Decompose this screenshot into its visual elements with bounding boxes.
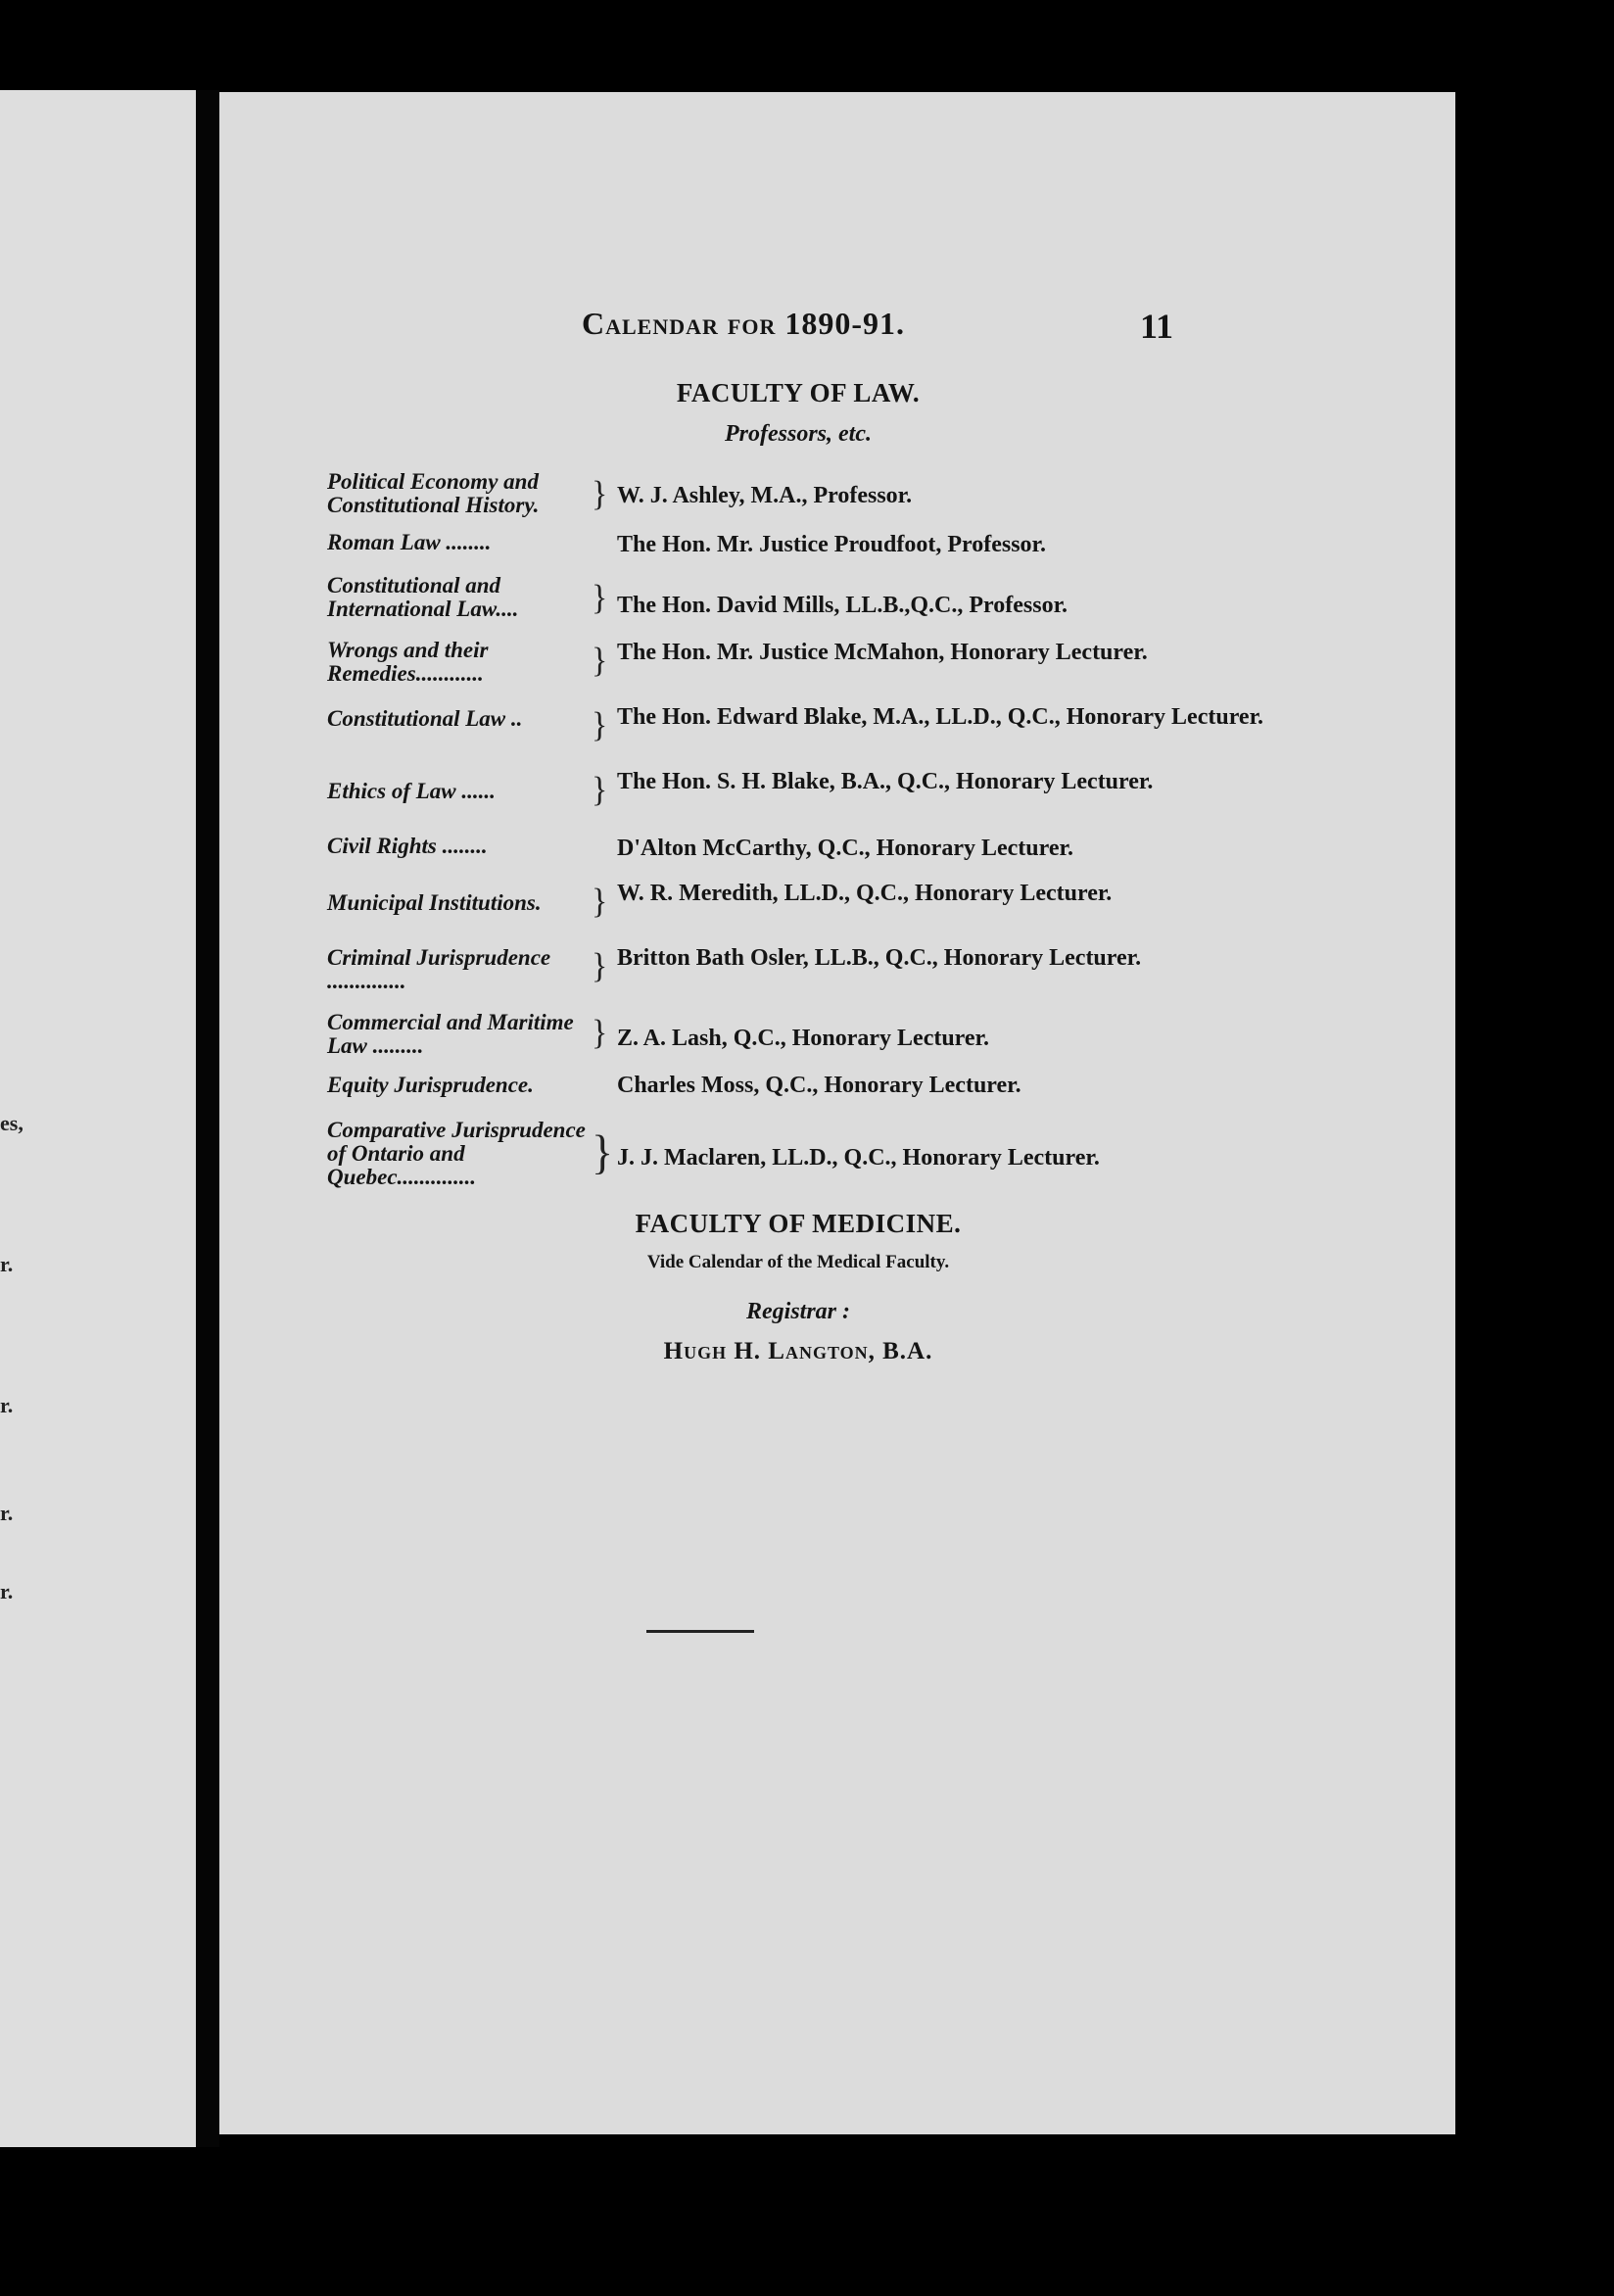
subject-name: Political Economy and Constitutional History.	[327, 469, 540, 517]
facing-page-fragment: r.	[0, 1579, 14, 1603]
facing-page	[0, 90, 196, 2147]
subject-name: Criminal Jurisprudence ..............	[327, 945, 551, 993]
subject-name: Constitutional Law ..	[327, 706, 523, 731]
person-name: The Hon. Mr. Justice Proudfoot, Professor.	[617, 532, 1046, 557]
registrar-name: Hugh H. Langton, B.A.	[663, 1338, 933, 1364]
person-name: D'Alton McCarthy, Q.C., Honorary Lecturer.	[617, 836, 1073, 861]
person-name: W. R. Meredith, LL.D., Q.C., Honorary Lecturer.	[617, 881, 1113, 906]
subject-name: Wrongs and their Remedies............	[327, 638, 489, 686]
subject-name: Commercial and Maritime Law .........	[327, 1010, 574, 1058]
person-name: W. J. Ashley, M.A., Professor.	[617, 483, 913, 508]
brace-icon: }	[592, 1014, 608, 1052]
registrar-label: Registrar :	[745, 1299, 850, 1324]
brace-icon: }	[592, 947, 608, 985]
facing-page-fragment: r.	[0, 1252, 14, 1276]
faculty-of-medicine-title: FACULTY OF MEDICINE.	[635, 1209, 962, 1238]
brace-icon: }	[592, 1125, 614, 1179]
person-name: Britton Bath Osler, LL.B., Q.C., Honorary Lecturer.	[617, 945, 1142, 971]
law-subtitle: Professors, etc.	[725, 421, 872, 447]
subject-name: Roman Law ........	[327, 530, 492, 554]
brace-icon: }	[592, 771, 608, 809]
person-name: J. J. Maclaren, LL.D., Q.C., Honorary Lecturer.	[617, 1145, 1100, 1171]
brace-icon: }	[592, 706, 608, 744]
subject-name: Comparative Jurisprudence of Ontario and Quebec..............	[327, 1118, 586, 1189]
person-name: The Hon. David Mills, LL.B.,Q.C., Professor.	[617, 593, 1068, 618]
person-name: Charles Moss, Q.C., Honorary Lecturer.	[617, 1073, 1021, 1098]
person-name: The Hon. Mr. Justice McMahon, Honorary Lecturer.	[617, 640, 1148, 665]
facing-page-fragment: r.	[0, 1501, 14, 1525]
document-page	[219, 92, 1455, 2134]
person-name: The Hon. S. H. Blake, B.A., Q.C., Honorary Lecturer.	[617, 769, 1154, 794]
medical-calendar-note: Vide Calendar of the Medical Faculty.	[646, 1252, 950, 1272]
brace-icon: }	[592, 475, 608, 513]
closing-rule	[646, 1630, 754, 1633]
subject-name: Equity Jurisprudence.	[327, 1073, 534, 1097]
page-number: 11	[1140, 307, 1174, 346]
brace-icon: }	[592, 642, 608, 680]
subject-name: Municipal Institutions.	[327, 890, 542, 915]
person-name: Z. A. Lash, Q.C., Honorary Lecturer.	[617, 1026, 990, 1051]
running-header: Calendar for 1890-91.	[582, 306, 905, 341]
person-name: The Hon. Edward Blake, M.A., LL.D., Q.C., Honorary Lecturer.	[617, 704, 1264, 730]
subject-name: Ethics of Law ......	[327, 779, 496, 803]
facing-page-fragment: r.	[0, 1393, 14, 1417]
brace-icon: }	[592, 883, 608, 921]
subject-name: Civil Rights ........	[327, 834, 488, 858]
brace-icon: }	[592, 579, 608, 617]
subject-name: Constitutional and International Law....	[327, 573, 519, 621]
book-gutter	[196, 90, 219, 2147]
faculty-of-law-title: FACULTY OF LAW.	[676, 378, 921, 407]
facing-page-fragment: es,	[0, 1111, 24, 1135]
